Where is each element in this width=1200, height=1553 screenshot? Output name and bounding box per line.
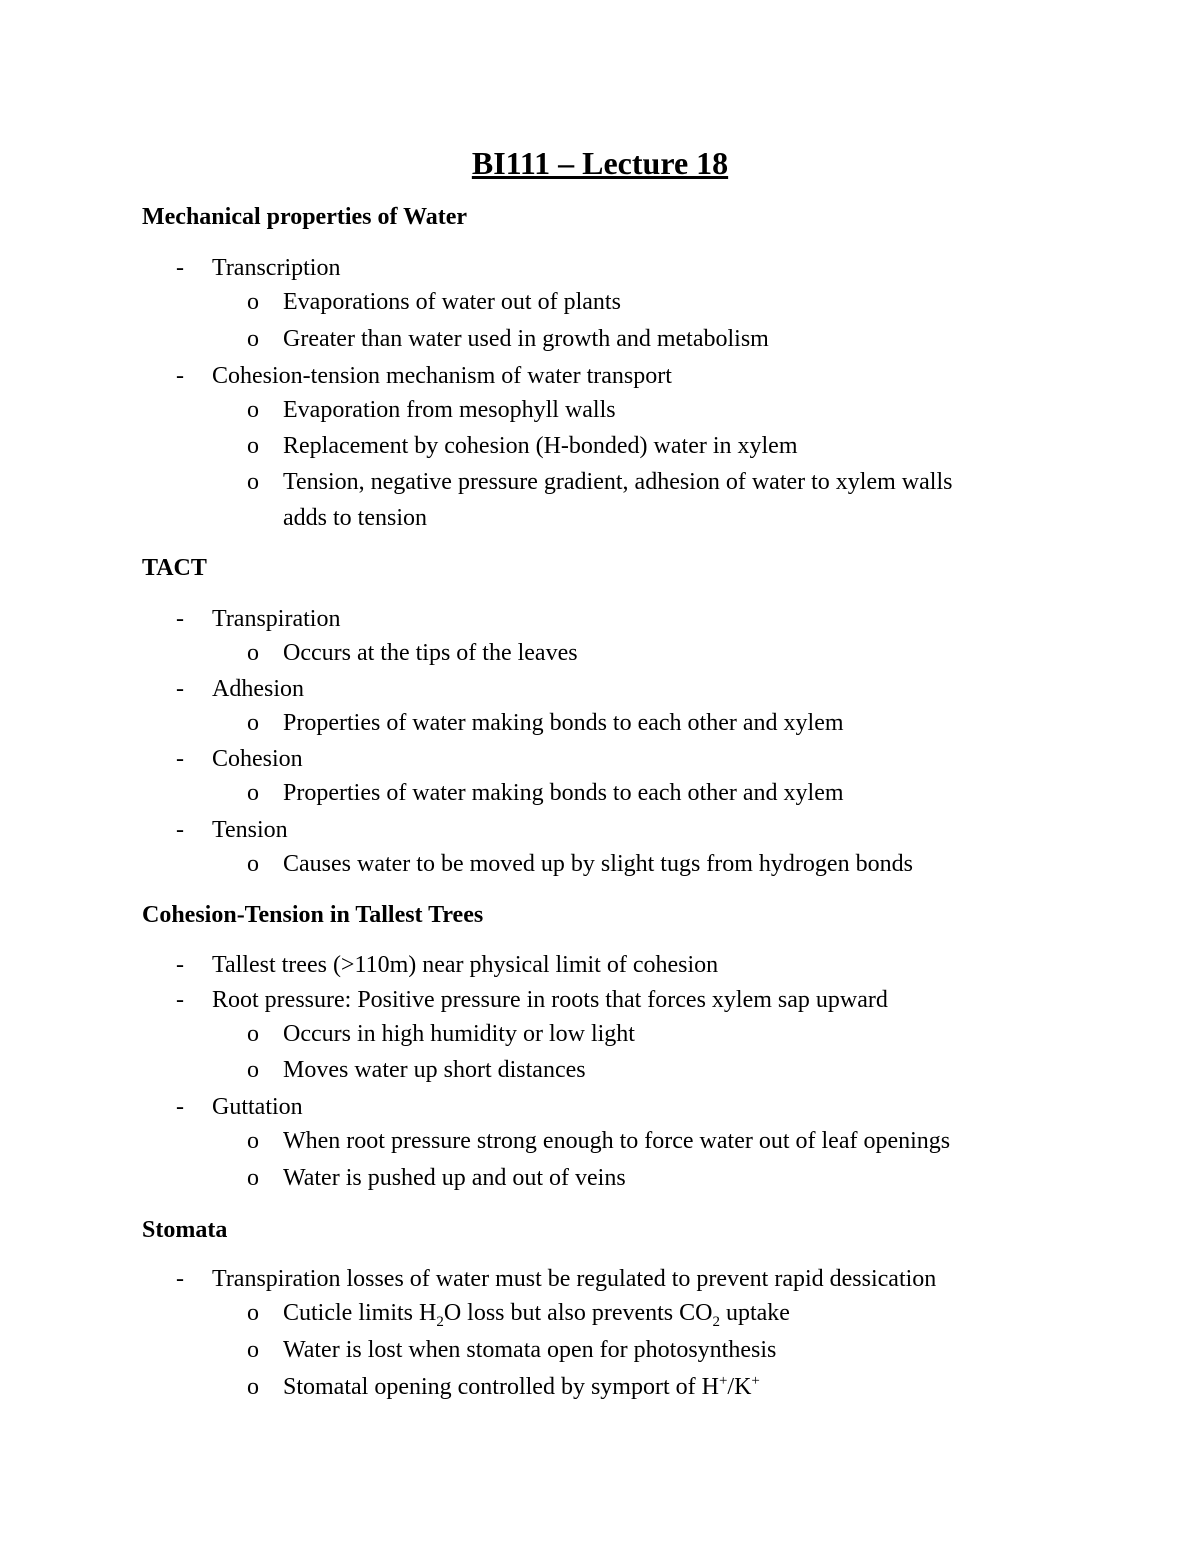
sub-bullet-item: o Properties of water making bonds to each other and xylem [247, 780, 844, 806]
sub-bullet-continuation: adds to tension [283, 505, 427, 531]
bullet-item: - Tallest trees (>110m) near physical limit of cohesion [176, 952, 719, 978]
sub-bullet-item: o Evaporation from mesophyll walls [247, 397, 616, 423]
dash-bullet: - [176, 363, 184, 389]
circle-bullet: o [247, 1300, 259, 1326]
sub-bullet-item: o Replacement by cohesion (H-bonded) water in xylem [247, 433, 798, 459]
section-heading-mechanical-properties: Mechanical properties of Water [142, 204, 468, 230]
sub-bullet-item: o Causes water to be moved up by slight tugs from hydrogen bonds [247, 851, 913, 877]
circle-bullet: o [247, 710, 259, 736]
dash-bullet: - [176, 606, 184, 632]
section-heading-cohesion-tension: Cohesion-Tension in Tallest Trees [142, 902, 484, 928]
bullet-item: - Transpiration [176, 606, 341, 632]
sub-bullet-item: o Occurs in high humidity or low light [247, 1021, 635, 1047]
section-heading-stomata: Stomata [142, 1217, 228, 1243]
dash-bullet: - [176, 746, 184, 772]
sub-bullet-item: o Occurs at the tips of the leaves [247, 640, 578, 666]
dash-bullet: - [176, 1266, 184, 1292]
bullet-item: - Adhesion [176, 676, 304, 702]
circle-bullet: o [247, 851, 259, 877]
circle-bullet: o [247, 433, 259, 459]
sub-bullet-item: o Tension, negative pressure gradient, adhesion of water to xylem walls [247, 469, 953, 495]
sub-bullet-item: o Properties of water making bonds to each other and xylem [247, 710, 844, 736]
sub-bullet-item: o Water is lost when stomata open for photosynthesis [247, 1337, 777, 1363]
circle-bullet: o [247, 326, 259, 352]
sub-bullet-item: o Water is pushed up and out of veins [247, 1165, 626, 1191]
dash-bullet: - [176, 952, 184, 978]
bullet-item: - Transcription [176, 255, 341, 281]
circle-bullet: o [247, 1057, 259, 1083]
circle-bullet: o [247, 469, 259, 495]
sub-bullet-item: o Evaporations of water out of plants [247, 289, 621, 315]
section-heading-tact: TACT [142, 555, 207, 581]
bullet-item: - Root pressure: Positive pressure in roots that forces xylem sap upward [176, 987, 888, 1013]
bullet-item: - Tension [176, 817, 288, 843]
sub-bullet-item: o When root pressure strong enough to force water out of leaf openings [247, 1128, 951, 1154]
bullet-item: - Cohesion-tension mechanism of water transport [176, 363, 672, 389]
circle-bullet: o [247, 780, 259, 806]
circle-bullet: o [247, 1337, 259, 1363]
dash-bullet: - [176, 1094, 184, 1120]
sub-bullet-item: o Cuticle limits $H_2O$ loss but also prevents $CO_2$ uptake [247, 1300, 790, 1330]
bullet-item: - Cohesion [176, 746, 303, 772]
bullet-item: - Transpiration losses of water must be regulated to prevent rapid dessication [176, 1266, 937, 1292]
page-title: BI111 – Lecture 18 [471, 145, 729, 181]
sub-bullet-item: o Greater than water used in growth and metabolism [247, 326, 769, 352]
circle-bullet: o [247, 640, 259, 666]
dash-bullet: - [176, 255, 184, 281]
circle-bullet: o [247, 397, 259, 423]
dash-bullet: - [176, 817, 184, 843]
sub-bullet-item: o Moves water up short distances [247, 1057, 586, 1083]
circle-bullet: o [247, 1374, 259, 1400]
bullet-item: - Guttation [176, 1094, 303, 1120]
circle-bullet: o [247, 289, 259, 315]
circle-bullet: o [247, 1165, 259, 1191]
circle-bullet: o [247, 1128, 259, 1154]
circle-bullet: o [247, 1021, 259, 1047]
sub-bullet-item: o Stomatal opening controlled by symport of H+/K+ [247, 1373, 760, 1400]
dash-bullet: - [176, 676, 184, 702]
dash-bullet: - [176, 987, 184, 1013]
